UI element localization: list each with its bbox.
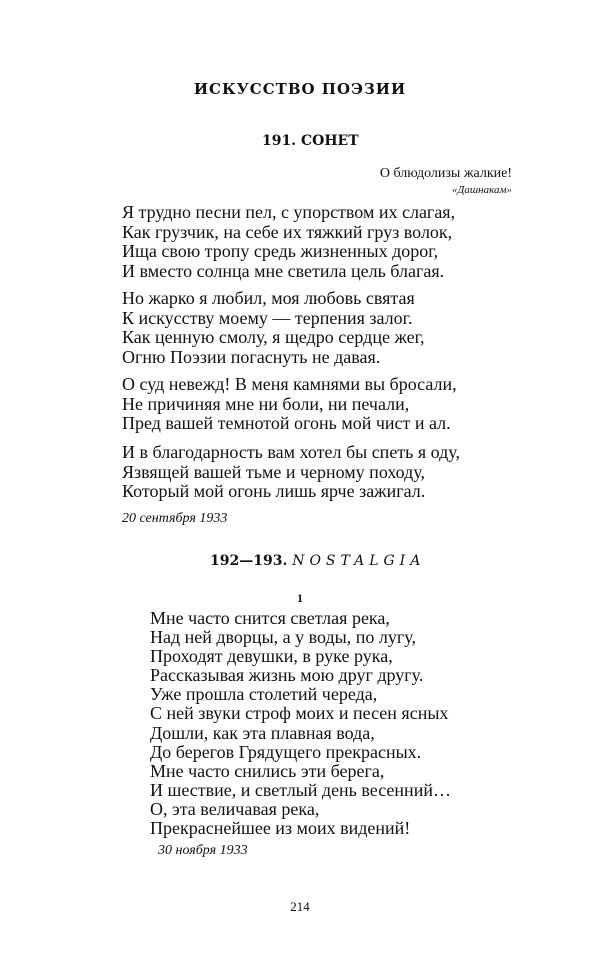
verse-line: Я трудно песни пел, с упорством их слагая,: [122, 202, 456, 222]
epigraph: О блюдолизы жалкие!: [379, 166, 512, 181]
page-number: 214: [290, 899, 310, 914]
verse-line: Который мой огонь лишь ярче зажигал.: [122, 481, 426, 502]
verse-line: И шествие, и светлый день весенний…: [150, 779, 451, 800]
verse-line: С ней звуки строф моих и песен ясных: [150, 703, 449, 724]
verse-line: Не причиняя мне ни боли, ни печали,: [122, 393, 410, 414]
poem-date: 30 ноября 1933: [158, 843, 248, 858]
verse-line: Проходят девушки, в руке рука,: [150, 646, 393, 667]
verse-line: Уже прошла столетий череда,: [150, 684, 378, 705]
verse-line: Ища свою тропу средь жизненных дорог,: [122, 241, 439, 262]
verse-line: Мне часто снились эти берега,: [150, 760, 385, 781]
verse-line: Пред вашей темнотой огонь мой чист и ал.: [122, 413, 451, 434]
verse-line: И вместо солнца мне светила цель благая.: [122, 261, 445, 282]
verse-line: Огню Поэзии погаснуть не давая.: [122, 347, 381, 368]
verse-line: Прекраснейшее из моих видений!: [150, 818, 411, 839]
poem-title: NOSTALGIA: [292, 553, 426, 569]
verse-line: Как грузчик, на себе их тяжкий груз волок,: [122, 221, 453, 242]
poem-2-heading: [210, 553, 425, 569]
verse-line: Над ней дворцы, а у воды, по лугу,: [150, 627, 416, 648]
verse-line: О, эта величавая река,: [150, 798, 320, 819]
stanza: [122, 203, 455, 282]
poem-title: СОНЕТ: [300, 133, 359, 149]
stanza: [122, 443, 460, 502]
stanza: [122, 289, 425, 368]
poem-number: 191.: [262, 133, 297, 149]
verse-line: Дошли, как эта плавная вода,: [150, 722, 375, 743]
verse-line: Но жарко я любил, моя любовь святая: [122, 288, 415, 308]
verse-line: Рассказывая жизнь мою друг другу.: [150, 665, 424, 686]
poem-number: 192—193.: [210, 553, 288, 569]
epigraph-source: «Дашнакам»: [451, 184, 512, 196]
verse-line: Как ценную смолу, я щедро сердце жег,: [122, 327, 425, 348]
verse-line: До берегов Грядущего прекрасных.: [150, 741, 422, 762]
verse-line: Язвящей вашей тьме и черному походу,: [122, 461, 426, 482]
verse-line: И в благодарность вам хотел бы спеть я оду,: [122, 442, 461, 462]
verse-line: О суд невежд! В меня камнями вы бросали,: [122, 374, 457, 394]
stanza: [150, 609, 451, 838]
verse-line: Мне часто снится светлая река,: [150, 608, 390, 628]
poem-date: 20 сентября 1933: [122, 511, 228, 526]
stanza: [122, 375, 457, 434]
poem-1-heading: [262, 133, 359, 149]
verse-line: К искусству моему — терпения залог.: [122, 307, 413, 328]
part-number: 1: [297, 591, 303, 605]
section-title: ИСКУССТВО ПОЭЗИИ: [193, 80, 407, 98]
